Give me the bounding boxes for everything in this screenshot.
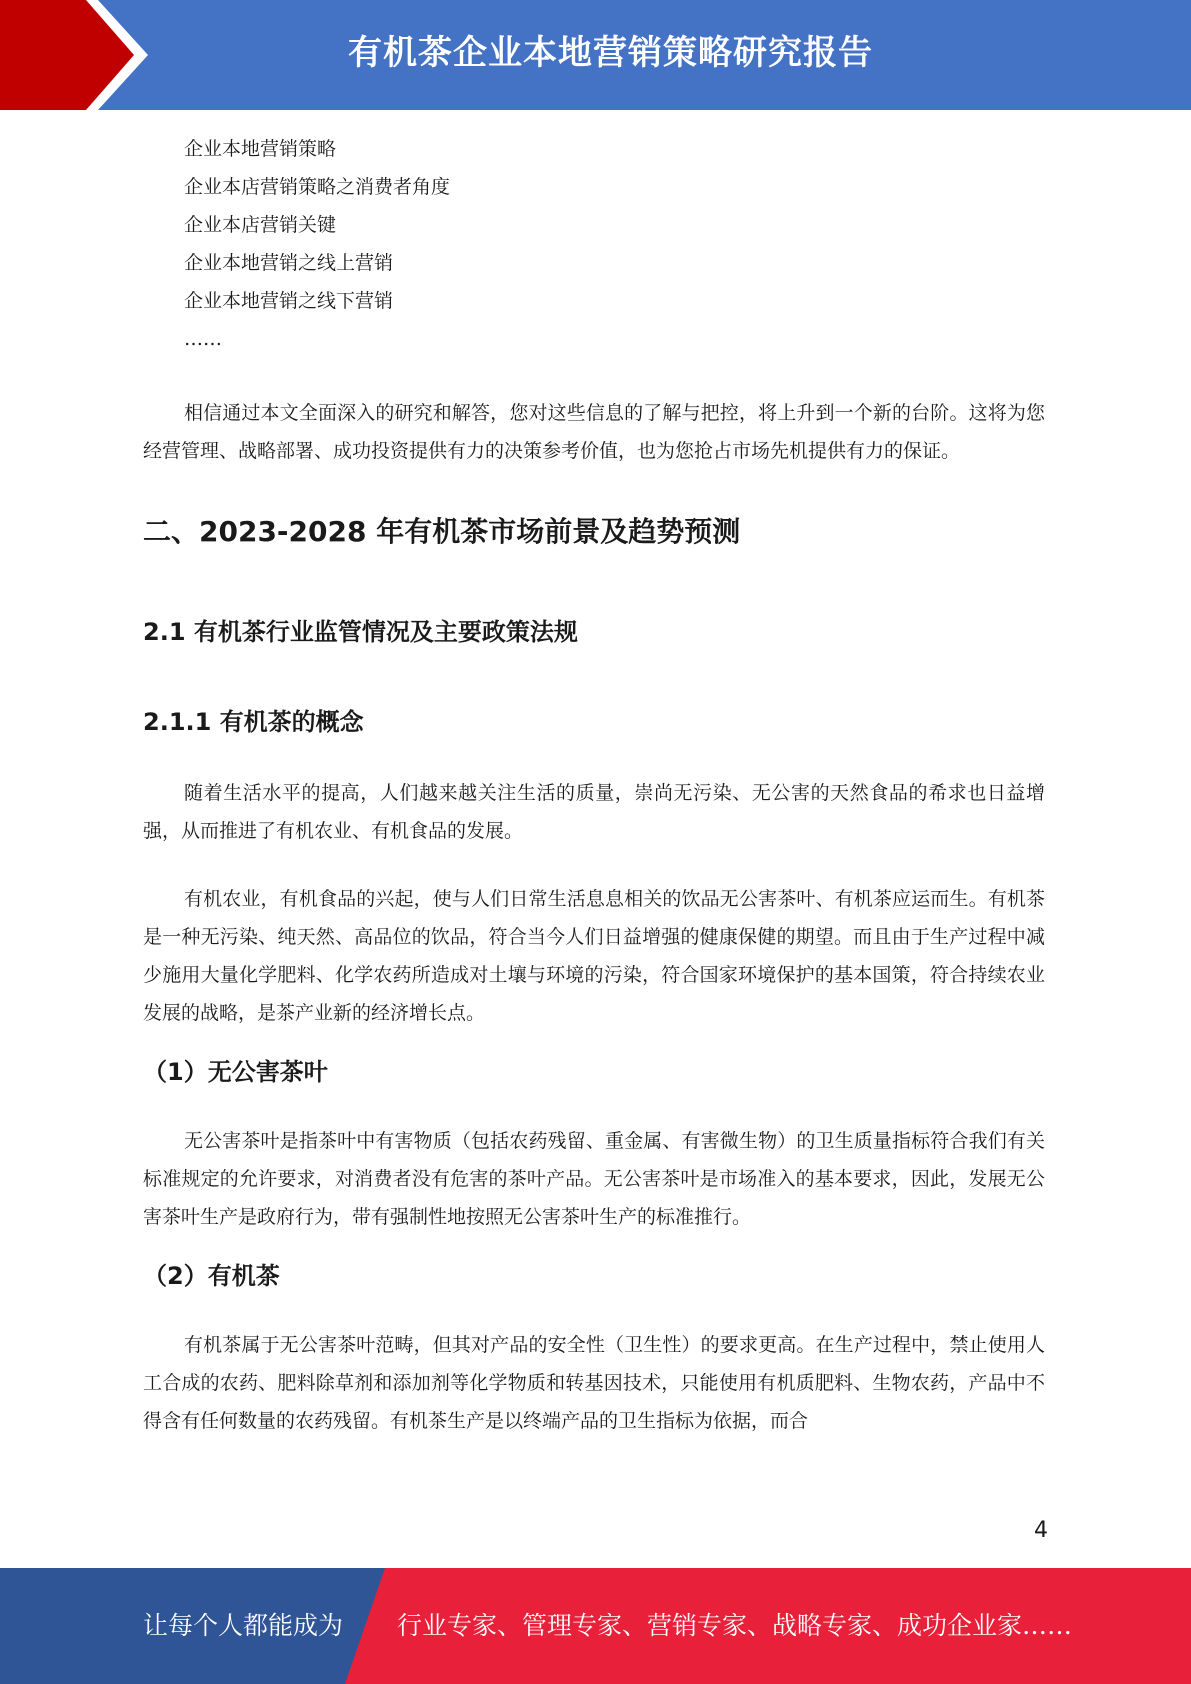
header-arrow-decoration	[0, 0, 160, 110]
intro-paragraph: 相信通过本文全面深入的研究和解答，您对这些信息的了解与把控，将上升到一个新的台阶。这将为您经营管理、战略部署、成功投资提供有力的决策参考价值，也为您抢占市场先机提供有力的保证。	[143, 402, 1045, 462]
footer-slogan-left: 让每个人都能成为	[143, 1611, 344, 1640]
section-heading: 二、2023-2028 年有机茶市场前景及趋势预测	[143, 515, 741, 548]
page-footer	[0, 1568, 1191, 1684]
subsubsection-heading: 2.1.1 有机茶的概念	[143, 708, 364, 736]
body-paragraph: 无公害茶叶是指茶叶中有害物质（包括农药残留、重金属、有害微生物）的卫生质量指标符合我们有关标准规定的允许要求，对消费者没有危害的茶叶产品。无公害茶叶是市场准入的基本要求，因此，发展无公害茶叶生产是政府行为，带有强制性地按照无公害茶叶生产的标准推行。	[143, 1130, 1045, 1228]
toc-list	[143, 130, 1045, 358]
page-content	[143, 130, 1045, 1440]
toc-item: ……	[184, 328, 222, 350]
toc-item: 企业本店营销策略之消费者角度	[184, 176, 451, 198]
toc-item: 企业本地营销之线下营销	[184, 290, 394, 312]
page-header	[0, 0, 1191, 110]
toc-item: 企业本地营销策略	[184, 138, 337, 160]
footer-slogan-right: 行业专家、管理专家、营销专家、战略专家、成功企业家……	[397, 1611, 1073, 1640]
toc-item: 企业本店营销关键	[184, 214, 337, 236]
header-title: 有机茶企业本地营销策略研究报告	[348, 33, 873, 73]
subsection-heading: 2.1 有机茶行业监管情况及主要政策法规	[143, 618, 578, 646]
toc-item: 企业本地营销之线上营销	[184, 252, 394, 274]
body-paragraph: 有机茶属于无公害茶叶范畴，但其对产品的安全性（卫生性）的要求更高。在生产过程中，禁止使用人工合成的农药、肥料除草剂和添加剂等化学物质和转基因技术，只能使用有机质肥料、生物农药，产品中不得含有任何数量的农药残留。有机茶生产是以终端产品的卫生指标为依据，而合	[143, 1334, 1045, 1432]
body-paragraph: 随着生活水平的提高，人们越来越关注生活的质量，崇尚无污染、无公害的天然食品的希求也日益增强，从而推进了有机农业、有机食品的发展。	[143, 782, 1045, 842]
page-number: 4	[1034, 1518, 1048, 1543]
body-paragraph: 有机农业，有机食品的兴起，使与人们日常生活息息相关的饮品无公害茶叶、有机茶应运而生。有机茶是一种无污染、纯天然、高品位的饮品，符合当今人们日益增强的健康保健的期望。而且由于生产过程中减少施用大量化学肥料、化学农药所造成对土壤与环境的污染，符合国家环境保护的基本国策，符合持续农业发展的战略，是茶产业新的经济增长点。	[143, 888, 1045, 1024]
item-heading: （2）有机茶	[143, 1262, 280, 1290]
item-heading: （1）无公害茶叶	[143, 1058, 328, 1086]
